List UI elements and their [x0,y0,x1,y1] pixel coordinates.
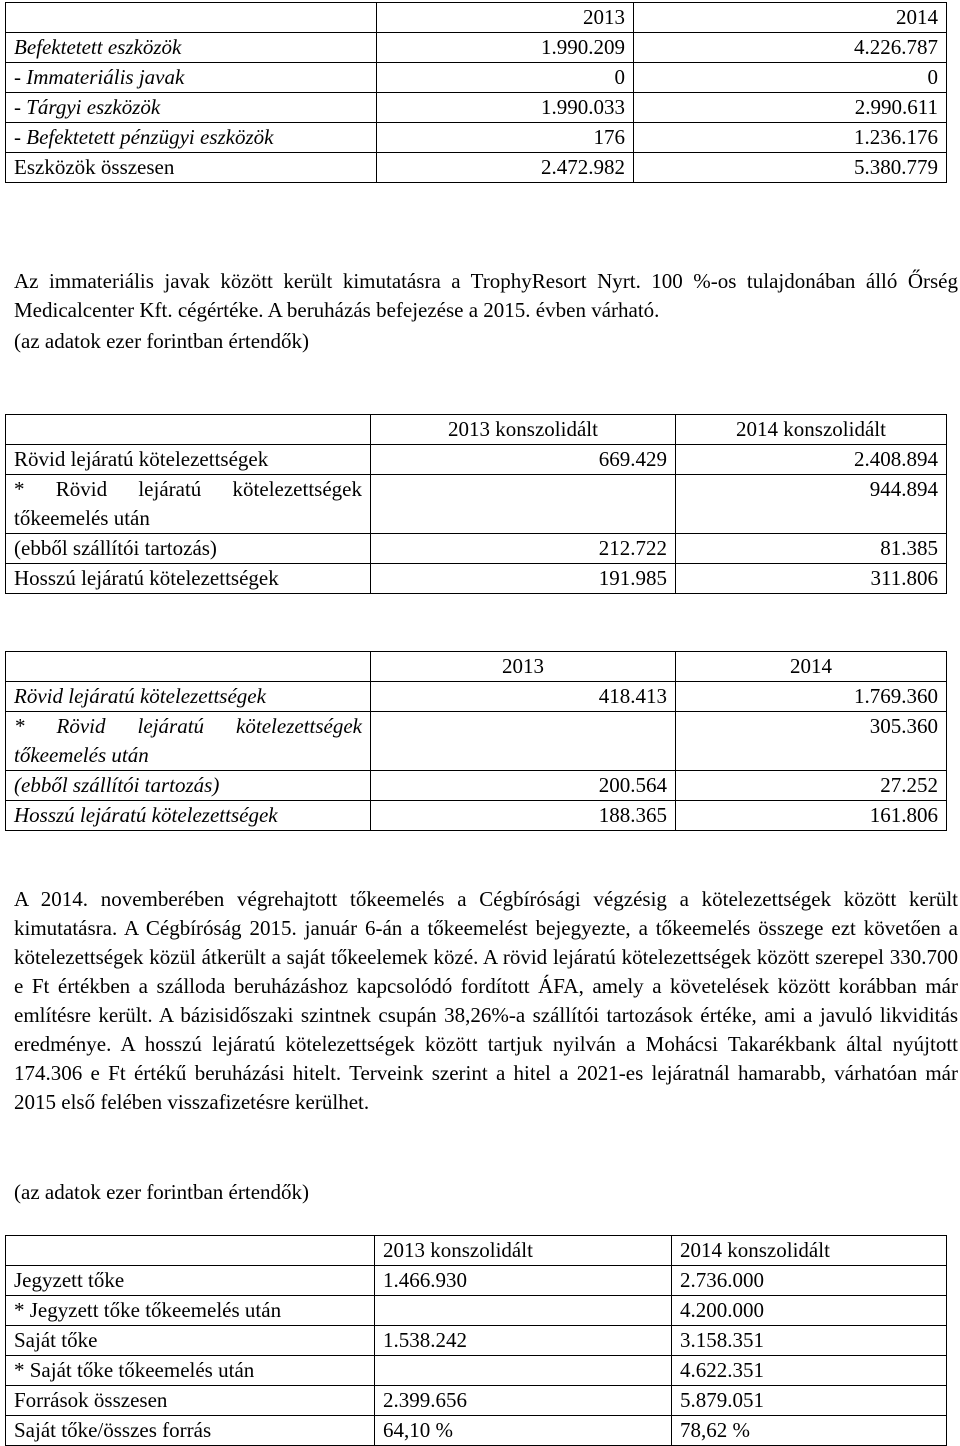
table-row [6,93,947,123]
row-label: - Immateriális javak [6,63,377,93]
row-label: Hosszú lejáratú kötelezettségek [6,564,371,594]
row-label: * Rövid lejáratú kötelezettségek tőkeemelés után [6,712,371,771]
liabilities-consolidated-table [5,414,947,594]
value-2014: 5.380.779 [634,153,947,183]
liabilities-table [5,651,947,831]
table-row [6,475,947,534]
capital-increase-paragraph: A 2014. novemberében végrehajtott tőkeemelés a Cégbírósági végzésig a kötelezettségek között került kimutatásra. A Cégbíróság 2015. január 6-án a tőkeemelést bejegyezte, a tőkeemelés összege ezt követően a kötelezettségek közül átkerült a saját tőkeelemek közé. A rövid lejáratú kötelezettségek között szerepel 330.700 e Ft értékben a szálloda beruházáshoz kapcsolódó fordított ÁFA, amely a követelések között korábban már említésre került. A bázisidőszaki szintnek csupán 38,26%-a szállítói tartozások értéke, ami a javuló likviditás eredménye. A hosszú lejáratú kötelezettségek között tartjuk nyilván a Mohácsi Takarékbank által nyújtott 174.306 e Ft értékű beruházási hitelt. Terveink szerint a hitel a 2021-es lejáratnál hamarabb, várhatóan már 2015 első felében visszafizetésre kerülhet. [14,887,958,1114]
table-header-row [6,415,947,445]
row-label: (ebből szállítói tartozás) [6,771,371,801]
value-2013: 2.399.656 [375,1386,672,1416]
table-row [6,445,947,475]
unit-note: (az adatok ezer forintban értendők) [14,329,310,353]
table-row [6,153,947,183]
table-row [6,564,947,594]
value-2014: 4.622.351 [672,1356,947,1386]
table-row [6,1266,947,1296]
table-row [6,33,947,63]
value-2014: 1.236.176 [634,123,947,153]
value-2014: 5.879.051 [672,1386,947,1416]
row-label: Hosszú lejáratú kötelezettségek [6,801,371,831]
row-label: Jegyzett tőke [6,1266,375,1296]
value-2014: 2.408.894 [676,445,947,475]
header-blank [6,652,371,682]
table-row [6,801,947,831]
value-2014: 1.769.360 [676,682,947,712]
value-2014: 2.736.000 [672,1266,947,1296]
value-2013: 64,10 % [375,1416,672,1446]
value-2013: 669.429 [371,445,676,475]
unit-note: (az adatok ezer forintban értendők) [14,1180,310,1204]
value-2013 [371,712,676,771]
table-row [6,712,947,771]
value-2014: 78,62 % [672,1416,947,1446]
row-label: Saját tőke [6,1326,375,1356]
value-2013: 1.538.242 [375,1326,672,1356]
table-header-row [6,3,947,33]
value-2014: 4.226.787 [634,33,947,63]
row-label: * Saját tőke tőkeemelés után [6,1356,375,1386]
value-2014: 81.385 [676,534,947,564]
table-row [6,63,947,93]
value-2014: 311.806 [676,564,947,594]
table-row [6,1296,947,1326]
header-blank [6,3,377,33]
row-label: Eszközök összesen [6,153,377,183]
value-2013: 1.990.033 [377,93,634,123]
row-label: Saját tőke/összes forrás [6,1416,375,1446]
assets-table-block [5,2,947,183]
liabilities-table-block [5,651,947,831]
value-2013: 191.985 [371,564,676,594]
table-row [6,123,947,153]
table-row [6,682,947,712]
value-2013: 212.722 [371,534,676,564]
table-row [6,1386,947,1416]
intangibles-paragraph: Az immateriális javak között került kimutatásra a TrophyResort Nyrt. 100 %-os tulajdonában álló Őrség Medicalcenter Kft. cégértéke. A beruházás befejezése a 2015. évben várható. [14,269,958,322]
row-label: - Tárgyi eszközök [6,93,377,123]
row-label: Rövid lejáratú kötelezettségek [6,682,371,712]
value-2013 [375,1296,672,1326]
header-2013: 2013 [377,3,634,33]
row-label: - Befektetett pénzügyi eszközök [6,123,377,153]
header-2013: 2013 konszolidált [375,1236,672,1266]
value-2013: 0 [377,63,634,93]
row-label: * Rövid lejáratú kötelezettségek tőkeemelés után [6,475,371,534]
header-blank [6,415,371,445]
value-2014: 4.200.000 [672,1296,947,1326]
row-label: Rövid lejáratú kötelezettségek [6,445,371,475]
row-label: Befektetett eszközök [6,33,377,63]
value-2013: 176 [377,123,634,153]
row-label: Források összesen [6,1386,375,1416]
header-2013: 2013 konszolidált [371,415,676,445]
header-2014: 2014 konszolidált [672,1236,947,1266]
equity-table [5,1235,947,1446]
header-2014: 2014 konszolidált [676,415,947,445]
table-row [6,534,947,564]
table-row [6,1416,947,1446]
header-blank [6,1236,375,1266]
value-2013: 200.564 [371,771,676,801]
assets-table [5,2,947,183]
table-row [6,771,947,801]
value-2013: 2.472.982 [377,153,634,183]
table-row [6,1356,947,1386]
value-2014: 944.894 [676,475,947,534]
row-label: (ebből szállítói tartozás) [6,534,371,564]
value-2013: 418.413 [371,682,676,712]
liabilities-consolidated-block [5,414,947,594]
table-header-row [6,652,947,682]
value-2013: 1.466.930 [375,1266,672,1296]
value-2013: 1.990.209 [377,33,634,63]
header-2014: 2014 [676,652,947,682]
value-2014: 2.990.611 [634,93,947,123]
value-2014: 0 [634,63,947,93]
header-2014: 2014 [634,3,947,33]
equity-table-block [5,1235,947,1446]
value-2014: 3.158.351 [672,1326,947,1356]
value-2013 [371,475,676,534]
value-2014: 27.252 [676,771,947,801]
value-2014: 161.806 [676,801,947,831]
value-2013: 188.365 [371,801,676,831]
table-header-row [6,1236,947,1266]
header-2013: 2013 [371,652,676,682]
row-label: * Jegyzett tőke tőkeemelés után [6,1296,375,1326]
table-row [6,1326,947,1356]
value-2013 [375,1356,672,1386]
value-2014: 305.360 [676,712,947,771]
